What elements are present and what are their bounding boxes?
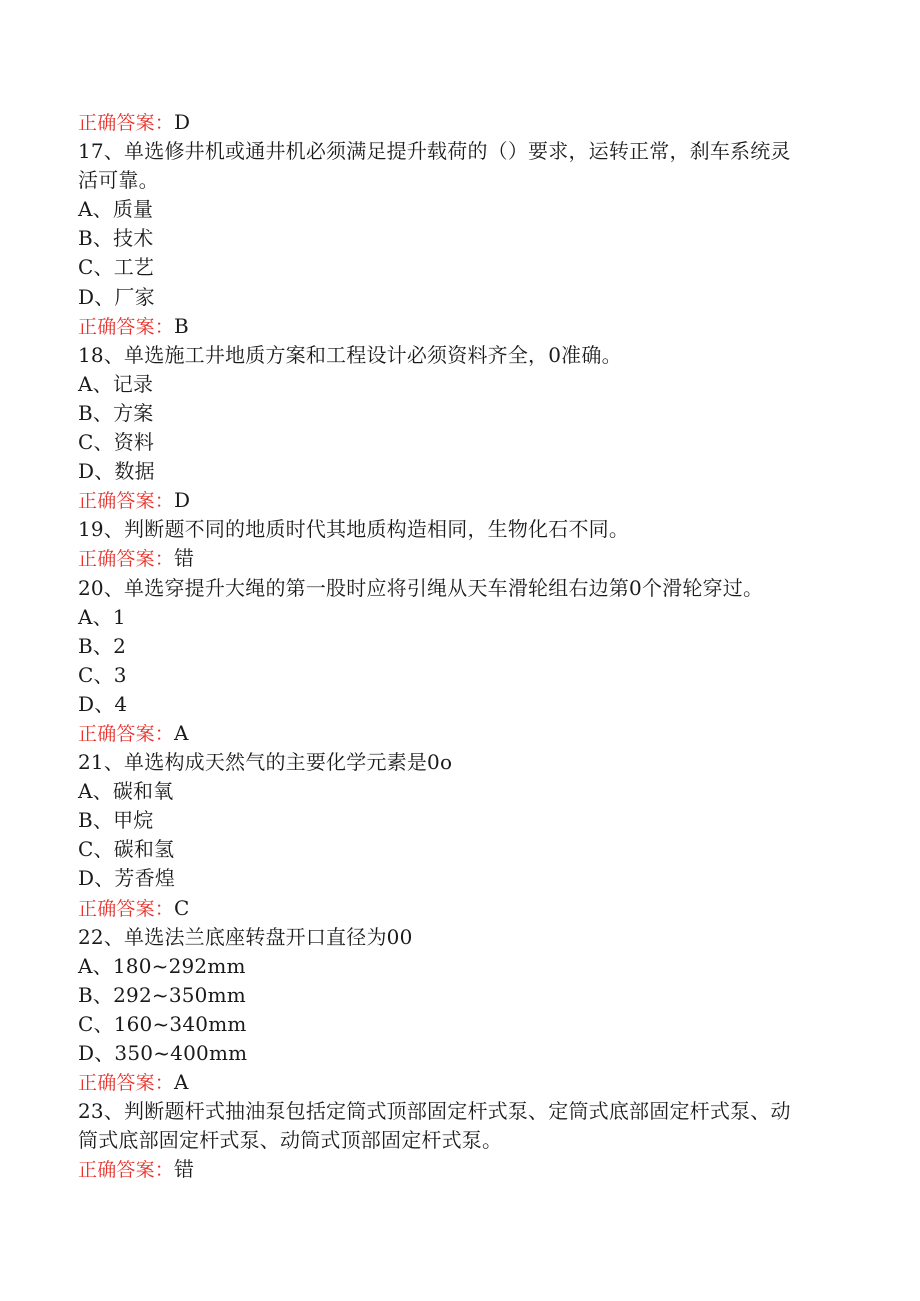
option-text: D、芳香煌	[78, 866, 176, 891]
option-text: A、碳和氧	[78, 779, 174, 804]
option-text: C、160~340mm	[78, 1011, 247, 1036]
answer-line	[78, 486, 838, 515]
option-text: D、数据	[78, 459, 155, 484]
answer-label: 正确答案：	[78, 315, 175, 338]
option-text: A、1	[78, 604, 126, 629]
answer-line	[78, 312, 838, 341]
question-text: 21、单选构成天然气的主要化学元素是0o	[78, 750, 453, 775]
option-text: A、质量	[78, 197, 154, 222]
answer-label: 正确答案：	[78, 548, 175, 571]
answer-value: A	[174, 720, 189, 745]
answer-label: 正确答案：	[78, 1072, 175, 1095]
answer-value: D	[174, 488, 191, 513]
option-text: B、技术	[78, 226, 154, 251]
question-text: 18、单选施工井地质方案和工程设计必须资料齐全，0准确。	[78, 342, 622, 367]
option-text: C、资料	[78, 430, 155, 455]
answer-line	[78, 544, 838, 573]
question-text: 20、单选穿提升大绳的第一股时应将引绳从天车滑轮组右边第0个滑轮穿过。	[78, 575, 764, 600]
option-text: C、碳和氢	[78, 837, 175, 862]
answer-line	[78, 1155, 838, 1184]
option-text: B、甲烷	[78, 808, 154, 833]
answer-label: 正确答案：	[78, 897, 175, 920]
question-text: 23、判断题杆式抽油泵包括定筒式顶部固定杆式泵、定筒式底部固定杆式泵、动筒式底部固定杆式泵、动筒式顶部固定杆式泵。	[78, 1099, 791, 1153]
option-text: A、记录	[78, 371, 154, 396]
answer-line	[78, 894, 838, 923]
answer-label: 正确答案：	[78, 1159, 175, 1182]
answer-line	[78, 108, 838, 137]
option-text: B、2	[78, 633, 127, 658]
answer-value: 错	[174, 546, 195, 571]
answer-label: 正确答案：	[78, 112, 175, 134]
option-text: D、4	[78, 691, 128, 716]
option-text: B、方案	[78, 400, 154, 425]
answer-value: A	[174, 1070, 189, 1095]
option-text: A、180~292mm	[78, 953, 246, 978]
option-text: D、厂家	[78, 284, 155, 309]
question-text: 17、单选修井机或通井机必须满足提升载荷的（）要求，运转正常，刹车系统灵活可靠。	[78, 139, 791, 193]
question-text: 19、判断题不同的地质时代其地质构造相同，生物化石不同。	[78, 517, 630, 542]
answer-line	[78, 719, 838, 748]
option-text: D、350~400mm	[78, 1041, 248, 1065]
question-text: 22、单选法兰底座转盘开口直径为00	[78, 924, 413, 949]
question-list	[78, 108, 838, 1184]
answer-value: C	[174, 895, 190, 920]
answer-value: 错	[174, 1157, 195, 1182]
option-text: B、292~350mm	[78, 982, 246, 1007]
answer-value: B	[174, 313, 189, 338]
answer-line	[78, 1068, 838, 1097]
answer-label: 正确答案：	[78, 490, 175, 513]
answer-label: 正确答案：	[78, 722, 175, 745]
answer-value: D	[174, 110, 191, 134]
option-text: C、工艺	[78, 255, 155, 280]
option-text: C、3	[78, 662, 127, 687]
